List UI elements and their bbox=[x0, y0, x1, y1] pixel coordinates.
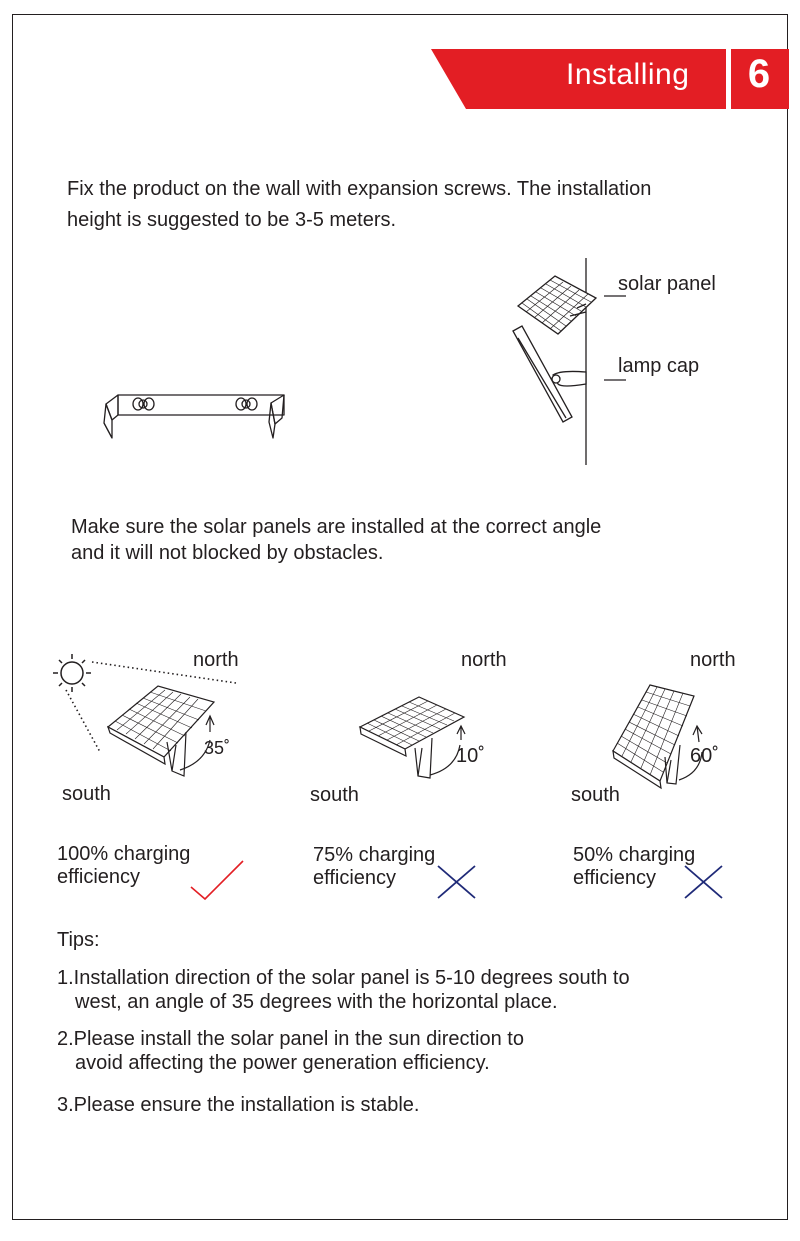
south-label-2: south bbox=[310, 784, 359, 806]
lamp-cap-label: lamp cap bbox=[618, 355, 700, 377]
angle-35-label: 35˚ bbox=[204, 738, 231, 758]
efficiency-75-line-2: efficiency bbox=[313, 867, 397, 889]
efficiency-100-line-2: efficiency bbox=[57, 866, 141, 888]
tip-3-line-1: 3.Please ensure the installation is stable. bbox=[57, 1094, 420, 1116]
south-label-3: south bbox=[571, 784, 620, 806]
tip-3 bbox=[57, 1093, 419, 1117]
angle-60-label: 60˚ bbox=[690, 745, 719, 767]
tips-heading: Tips: bbox=[57, 929, 100, 951]
north-label-3: north bbox=[690, 649, 736, 671]
efficiency-100-line-1: 100% charging bbox=[57, 843, 191, 865]
tip-1-line-2: west, an angle of 35 degrees with the horizontal place. bbox=[75, 991, 558, 1013]
section-title: Installing bbox=[566, 58, 690, 91]
tip-2-line-1: 2.Please install the solar panel in the sun direction to bbox=[57, 1028, 524, 1050]
north-label-2: north bbox=[461, 649, 507, 671]
angle-note-line-1: Make sure the solar panels are installed at the correct angle bbox=[71, 516, 602, 538]
angle-10-label: 10˚ bbox=[456, 745, 485, 767]
tip-1-line-1: 1.Installation direction of the solar panel is 5-10 degrees south to bbox=[57, 967, 630, 989]
solar-panel-label: solar panel bbox=[618, 273, 716, 295]
intro-line-2: height is suggested to be 3-5 meters. bbox=[67, 209, 397, 231]
tip-2-line-2: avoid affecting the power generation efficiency. bbox=[75, 1052, 490, 1074]
intro-line-1: Fix the product on the wall with expansion screws. The installation bbox=[67, 178, 652, 200]
tip-1 bbox=[57, 966, 630, 1014]
efficiency-50-line-2: efficiency bbox=[573, 867, 657, 889]
efficiency-50-line-1: 50% charging bbox=[573, 844, 696, 866]
south-label-1: south bbox=[62, 783, 111, 805]
north-label-1: north bbox=[193, 649, 239, 671]
section-number: 6 bbox=[747, 52, 771, 96]
tip-2 bbox=[57, 1027, 524, 1075]
efficiency-75-line-1: 75% charging bbox=[313, 844, 436, 866]
angle-note-line-2: and it will not blocked by obstacles. bbox=[71, 542, 384, 564]
